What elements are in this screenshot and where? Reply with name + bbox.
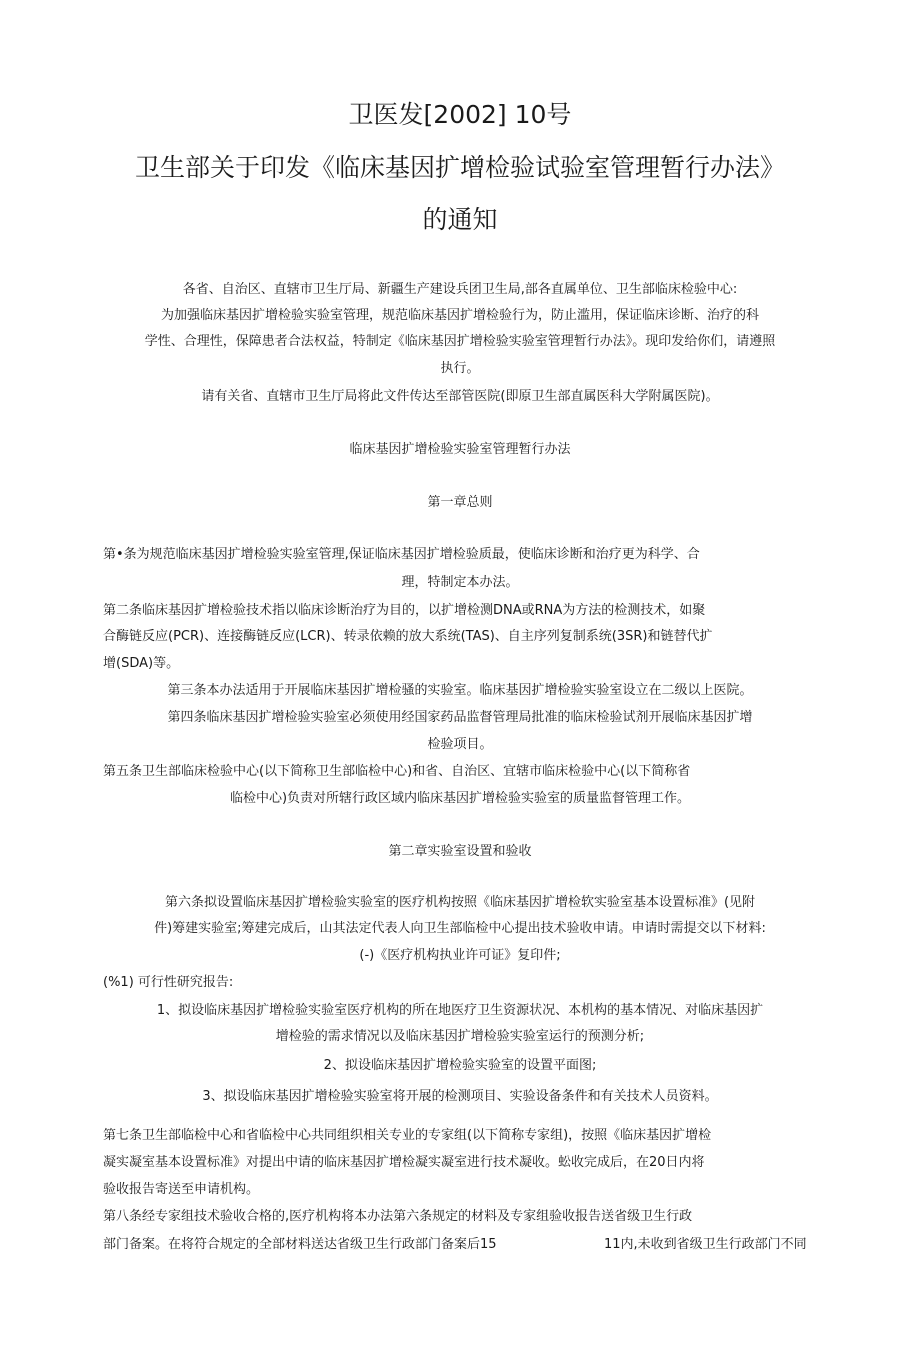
notice-body-line: 学性、合理性，保障患者合法权益，特制定《临床基因扩增检验实验室管理暂行办法》。现印发给你们，请遵照	[144, 334, 776, 349]
article-line: 验收报告寄送至申请机构。	[103, 1182, 260, 1197]
article-line: 检验项目。	[427, 737, 493, 752]
article-line: 第三条本办法适用于开展临床基因扩增检骚的实验室。临床基因扩增检验实验室设立在二级以上医院。	[167, 683, 753, 698]
notice-body-line: 执行。	[440, 361, 480, 376]
article-line: 凝实凝室基本设置标准》对提出中请的临床基因扩增检凝实凝室进行技术凝收。蚣收完成后，在20日内将	[103, 1155, 705, 1170]
article-line: 第二条临床基因扩增检验技术指以临床诊断治疗为目的，以扩增检测DNA或RNA为方法的检测技术，如聚	[103, 603, 706, 618]
notice-body-line: 为加强临床基因扩增检验实验室管理，规范临床基因扩增检验行为，防止滥用，保证临床诊断、治疗的科	[160, 308, 759, 323]
article-line: 增(SDA)等。	[103, 656, 180, 671]
article-line: 第五条卫生部临床检验中心(以下简称卫生部临检中心)和省、自治区、宜辖市临床检验中心(以下简称省	[103, 764, 691, 779]
chapter-1-heading: 第一章总则	[427, 495, 493, 510]
article-line: 件)筹建实验室;筹建完成后，山其法定代表人向卫生部临检中心提出技术验收申请。申请时需提交以下材料:	[154, 921, 766, 936]
article-line: 11内,未收到省级卫生行政部门不同	[604, 1237, 807, 1252]
article-line: 第四条临床基因扩增检验实验室必须使用经国家药品监督管理局批准的临床检验试剂开展临床基因扩增	[167, 710, 753, 725]
article-line: 第六条拟设置临床基因扩增检验实验室的医疗机构按照《临床基因扩增检软实验室基本设置标准》(见附	[164, 895, 756, 910]
article-line: 合酶链反应(PCR)、连接酶链反应(LCR)、转录依赖的放大系统(TAS)、自主序列复制系统(3SR)和链替代扩	[103, 629, 713, 644]
article-line: 3、拟设临床基因扩增检验实验室将开展的检测项目、实验设备条件和有关技术人员资料。	[202, 1089, 718, 1104]
notice-title-line-1: 卫生部关于印发《临床基因扩增检验试验室管理暂行办法》	[134, 153, 785, 182]
regulation-title: 临床基因扩增检验实验室管理暂行办法	[349, 442, 571, 457]
article-line: 第•条为规范临床基因扩增检验实验室管理,保证临床基因扩增检验质最，使临床诊断和治疗更为科学、合	[103, 547, 700, 562]
article-line: 部门备案。在将符合规定的全部材料送达省级卫生行政部门备案后15	[103, 1237, 497, 1252]
article-line: (-)《医疗机构执业许可证》复印件;	[359, 948, 561, 963]
notice-body-line: 请有关省、直辖市卫生厅局将此文件传达至部管医院(即原卫生部直属医科大学附属医院)。	[201, 389, 719, 404]
article-line: 1、拟设临床基因扩增检验实验室医疗机构的所在地医疗卫生资源状况、本机构的基本情况、对临床基因扩	[156, 1003, 764, 1018]
article-line: 理，特制定本办法。	[401, 575, 519, 590]
article-line: 增检验的需求情况以及临床基因扩增检验实验室运行的预测分析;	[275, 1029, 645, 1044]
article-line: 2、拟设临床基因扩增检验实验室的设置平面图;	[323, 1058, 597, 1073]
article-line: (%1) 可行性研究报告:	[103, 975, 234, 990]
notice-title-line-2: 的通知	[422, 205, 498, 234]
chapter-2-heading: 第二章实验室设置和验收	[388, 844, 532, 859]
article-line: 临检中心)负责对所辖行政区域内临床基因扩增检验实验室的质量监督管理工作。	[229, 791, 691, 806]
notice-addressee: 各省、自治区、直辖市卫生厅局、新疆生产建设兵团卫生局,部各直属单位、卫生部临床检验中心:	[182, 282, 738, 297]
article-line: 第八条经专家组技术验收合格的,医疗机构将本办法第六条规定的材料及专家组验收报告送省级卫生行政	[103, 1209, 693, 1224]
article-line: 第七条卫生部临检中心和省临检中心共同组织相关专业的专家组(以下简称专家组)，按照《临床基因扩增检	[103, 1128, 712, 1143]
document-number: 卫医发[2002] 10号	[348, 100, 572, 129]
